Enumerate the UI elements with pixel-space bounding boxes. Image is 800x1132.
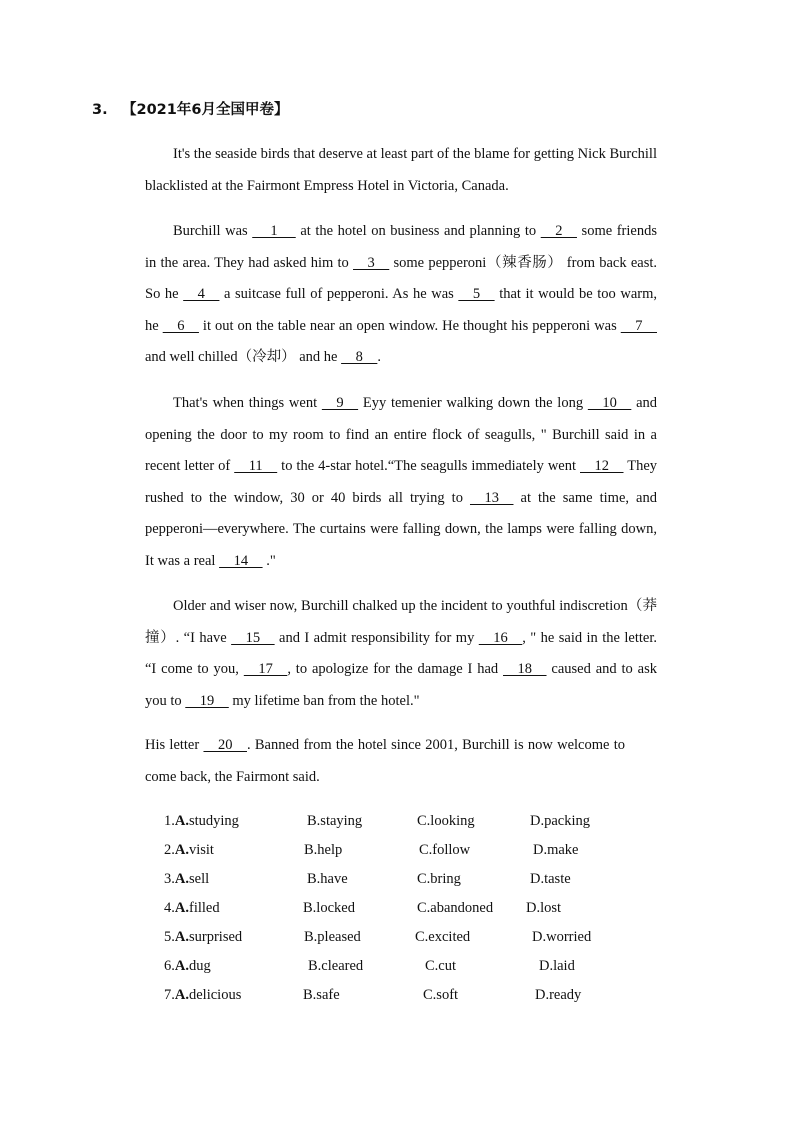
- option-b[interactable]: B.locked: [303, 900, 355, 916]
- option-c[interactable]: C.abandoned: [417, 900, 494, 916]
- question-heading: [92, 98, 288, 119]
- paragraph-text: that it would be too warm, he: [145, 286, 657, 334]
- option-row-7: [164, 987, 664, 1016]
- blank-4[interactable]: 4: [183, 286, 220, 302]
- paragraph-text: .: [377, 349, 381, 365]
- blank-17[interactable]: 17: [243, 661, 288, 677]
- blank-13[interactable]: 13: [469, 489, 514, 506]
- blank-1[interactable]: 1: [252, 223, 296, 239]
- option-c[interactable]: C.follow: [419, 842, 471, 858]
- blank-7[interactable]: 7: [620, 317, 657, 334]
- paragraph-text: at the hotel on business and planning to: [295, 223, 541, 239]
- option-a[interactable]: 6.A.dug: [164, 958, 211, 974]
- paragraph-text: caused and to ask you to: [145, 661, 657, 709]
- paragraph-text: That's when things went: [173, 395, 322, 411]
- question-source: 【2021年6月全国甲卷】: [122, 102, 289, 118]
- paragraph-text: and I admit responsibility for my: [274, 629, 479, 646]
- paragraph-2: [145, 216, 657, 374]
- paragraph-text: Older and wiser now, Burchill chalked up the incident to youthful indiscretion（莽撞）. “I have: [145, 598, 657, 646]
- blank-10[interactable]: 10: [587, 395, 632, 411]
- blank-11[interactable]: 11: [234, 458, 278, 474]
- option-b[interactable]: B.cleared: [308, 958, 364, 974]
- option-d[interactable]: D.ready: [535, 987, 582, 1003]
- option-b[interactable]: B.have: [307, 871, 348, 887]
- option-row-3: [164, 871, 664, 900]
- question-number: 3.: [92, 102, 108, 118]
- option-d[interactable]: D.laid: [539, 958, 575, 974]
- paragraph-text: a suitcase full of pepperoni. As he was: [219, 286, 459, 302]
- paragraph-text: It's the seaside birds that deserve at least part of the blame for getting Nick Burchill blacklisted at the Fairmont Empress Hotel in Victoria, Canada.: [145, 146, 657, 194]
- paragraph-text: , to apologize for the damage I had: [287, 661, 504, 677]
- blank-14[interactable]: 14: [219, 552, 263, 569]
- option-d[interactable]: D.packing: [530, 813, 590, 829]
- paragraph-text: His letter: [145, 737, 204, 753]
- blank-20[interactable]: 20: [203, 737, 247, 753]
- paragraph-text: .": [262, 552, 276, 569]
- option-row-4: [164, 900, 664, 929]
- blank-2[interactable]: 2: [540, 223, 577, 239]
- option-a[interactable]: 3.A.sell: [164, 871, 210, 887]
- paragraph-text: and well chilled（冷却） and he: [145, 349, 342, 365]
- blank-19[interactable]: 19: [185, 692, 229, 709]
- option-b[interactable]: B.staying: [307, 813, 363, 829]
- blank-18[interactable]: 18: [503, 661, 547, 677]
- paragraph-text: some pepperoni（辣香肠） from back east. So he: [145, 254, 657, 302]
- paragraph-5: [145, 730, 625, 793]
- paragraph-text: to the 4-star hotel.“The seagulls immediately went: [277, 458, 580, 474]
- paragraph-text: at the same time, and pepperoni—everywhere. The curtains were falling down, the lamps were falling down, It was a real: [145, 489, 657, 569]
- option-a[interactable]: 1.A.studying: [164, 813, 239, 829]
- blank-9[interactable]: 9: [321, 395, 359, 411]
- options-list: [164, 813, 664, 1016]
- option-d[interactable]: D.taste: [530, 871, 571, 887]
- option-c[interactable]: C.excited: [415, 929, 471, 945]
- paragraph-text: and opening the door to my room to find an entire flock of seagulls, " Burchill said in a recent letter of: [145, 395, 658, 474]
- paragraph-3: [145, 388, 657, 577]
- option-c[interactable]: C.soft: [423, 987, 459, 1003]
- paragraph-text: . Banned from the hotel since 2001, Burchill is now welcome to come back, the Fairmont said.: [145, 737, 625, 785]
- paragraph-1: [145, 139, 657, 202]
- option-c[interactable]: C.cut: [425, 958, 457, 974]
- paragraph-text: , " he said in the letter. “I come to you,: [145, 629, 657, 677]
- blank-6[interactable]: 6: [162, 317, 199, 334]
- option-d[interactable]: D.make: [533, 842, 579, 858]
- option-row-2: [164, 842, 664, 871]
- blank-15[interactable]: 15: [231, 629, 275, 646]
- option-c[interactable]: C.bring: [417, 871, 461, 887]
- option-b[interactable]: B.help: [304, 842, 343, 858]
- blank-3[interactable]: 3: [353, 254, 390, 271]
- paragraph-text: Burchill was: [173, 223, 253, 239]
- option-a[interactable]: 4.A.filled: [164, 900, 220, 916]
- option-row-6: [164, 958, 664, 987]
- option-row-1: [164, 813, 664, 842]
- paragraph-text: it out on the table near an open window. He thought his pepperoni was: [198, 317, 621, 334]
- option-row-5: [164, 929, 664, 958]
- paragraph-text: They rushed to the window, 30 or 40 birds all trying to: [145, 458, 658, 506]
- blank-12[interactable]: 12: [580, 458, 624, 474]
- option-a[interactable]: 5.A.surprised: [164, 929, 243, 945]
- option-c[interactable]: C.looking: [417, 813, 475, 829]
- paragraph-text: some friends in the area. They had asked him to: [145, 223, 657, 271]
- blank-16[interactable]: 16: [478, 629, 523, 646]
- blank-8[interactable]: 8: [341, 349, 378, 365]
- paragraph-text: my lifetime ban from the hotel.": [228, 692, 420, 709]
- option-b[interactable]: B.pleased: [304, 929, 361, 945]
- paragraph-text: Eyy temenier walking down the long: [358, 395, 588, 411]
- option-d[interactable]: D.worried: [532, 929, 592, 945]
- blank-5[interactable]: 5: [458, 286, 495, 302]
- option-a[interactable]: 7.A.delicious: [164, 987, 242, 1003]
- option-d[interactable]: D.lost: [526, 900, 562, 916]
- paragraph-4: [145, 591, 657, 717]
- option-b[interactable]: B.safe: [303, 987, 340, 1003]
- option-a[interactable]: 2.A.visit: [164, 842, 214, 858]
